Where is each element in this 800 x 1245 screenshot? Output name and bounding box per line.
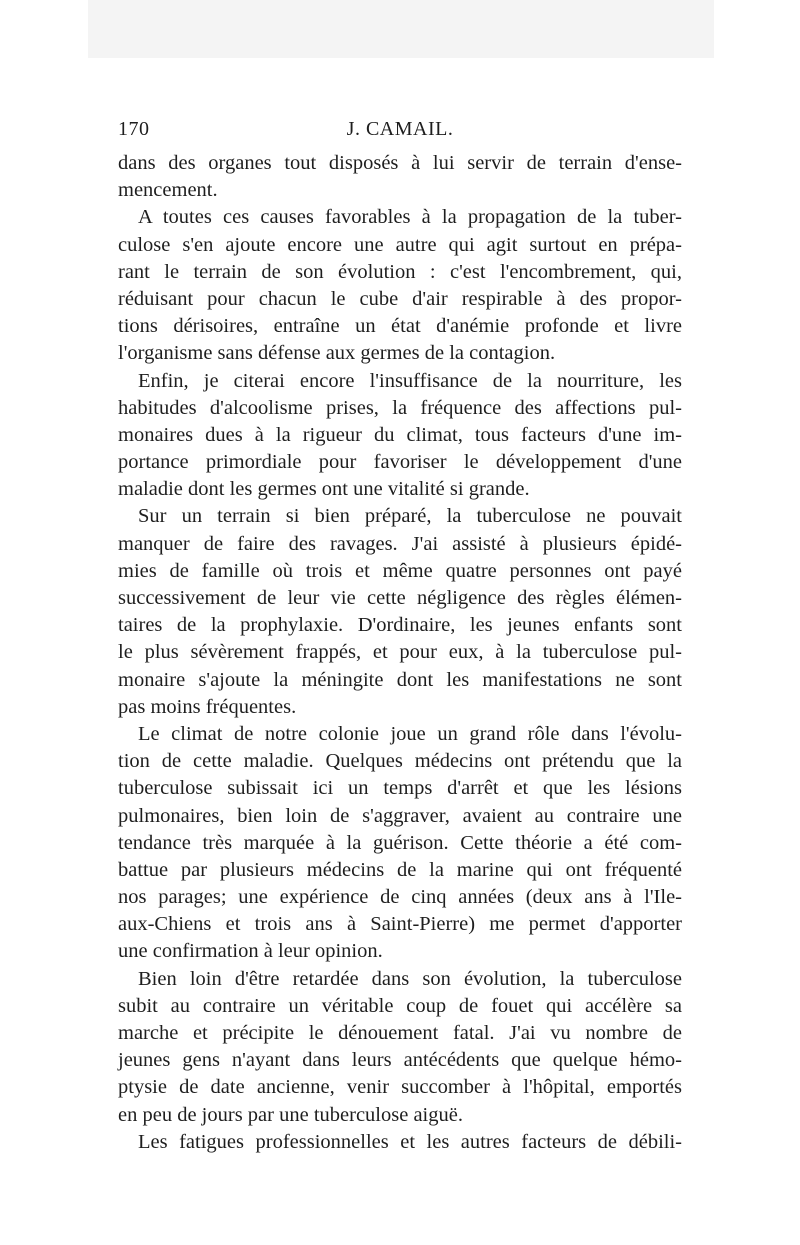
text-line: réduisant pour chacun le cube d'air respirable à des propor- (118, 287, 682, 310)
text-line: Les fatigues professionnelles et les autres facteurs de débili- (138, 1130, 682, 1153)
body-text (118, 150, 682, 1156)
text-line: dans des organes tout disposés à lui servir de terrain d'ense- (118, 152, 682, 174)
text-line: tendance très marquée à la guérison. Cette théorie a été com- (118, 831, 682, 854)
text-line: ptysie de date ancienne, venir succomber à l'hôpital, emportés (118, 1076, 682, 1099)
text-line: nos parages; une expérience de cinq années (deux ans à l'Ile- (118, 886, 682, 909)
page-number: 170 (118, 118, 150, 140)
scan-border-band (88, 0, 714, 58)
text-line: monaires dues à la rigueur du climat, tous facteurs d'une im- (118, 423, 682, 446)
text-line: pas moins fréquentes. (118, 695, 297, 718)
text-line: A toutes ces causes favorables à la propagation de la tuber- (138, 206, 682, 229)
text-line: tion de cette maladie. Quelques médecins ont prétendu que la (118, 750, 682, 773)
text-line: marche et précipite le dénouement fatal. J'ai vu nombre de (118, 1022, 682, 1044)
text-line: jeunes gens n'ayant dans leurs antécédents que quelque hémo- (118, 1049, 682, 1072)
text-line: monaire s'ajoute la méningite dont les manifestations ne sont (118, 668, 682, 691)
text-line: pulmonaires, bien loin de s'aggraver, avaient au contraire une (118, 804, 682, 827)
text-line: battue par plusieurs médecins de la marine qui ont fréquenté (118, 858, 682, 881)
text-line: manquer de faire des ravages. J'ai assisté à plusieurs épidé- (118, 532, 682, 555)
text-line: rant le terrain de son évolution : c'est l'encombrement, qui, (118, 260, 682, 283)
text-line: une confirmation à leur opinion. (118, 940, 383, 963)
text-line: portance primordiale pour favoriser le développement d'une (118, 451, 682, 474)
text-line: le plus sévèrement frappés, et pour eux, à la tuberculose pul- (118, 641, 682, 664)
text-line: mencement. (118, 179, 218, 202)
running-head: J. CAMAIL. (346, 118, 454, 140)
text-line: Bien loin d'être retardée dans son évolution, la tuberculose (138, 967, 682, 990)
text-line: successivement de leur vie cette négligence des règles élémen- (118, 587, 682, 609)
text-line: aux-Chiens et trois ans à Saint-Pierre) me permet d'apporter (118, 913, 682, 936)
text-line: en peu de jours par une tuberculose aiguë. (118, 1103, 463, 1126)
text-line: subit au contraire un véritable coup de fouet qui accélère sa (118, 994, 682, 1017)
text-line: tions dérisoires, entraîne un état d'anémie profonde et livre (118, 315, 682, 338)
text-line: Enfin, je citerai encore l'insuffisance de la nourriture, les (138, 369, 682, 392)
text-line: Sur un terrain si bien préparé, la tuberculose ne pouvait (138, 505, 682, 528)
text-line: l'organisme sans défense aux germes de la contagion. (118, 342, 556, 365)
page-header (118, 118, 682, 148)
text-line: mies de famille où trois et même quatre personnes ont payé (118, 559, 682, 582)
text-line: Le climat de notre colonie joue un grand rôle dans l'évolu- (138, 722, 682, 745)
text-line: taires de la prophylaxie. D'ordinaire, les jeunes enfants sont (118, 614, 682, 637)
text-line: habitudes d'alcoolisme prises, la fréquence des affections pul- (118, 396, 682, 419)
text-line: tuberculose subissait ici un temps d'arrêt et que les lésions (118, 777, 682, 800)
text-line: maladie dont les germes ont une vitalité si grande. (118, 478, 530, 501)
text-line: culose s'en ajoute encore une autre qui agit surtout en prépa- (118, 233, 682, 256)
